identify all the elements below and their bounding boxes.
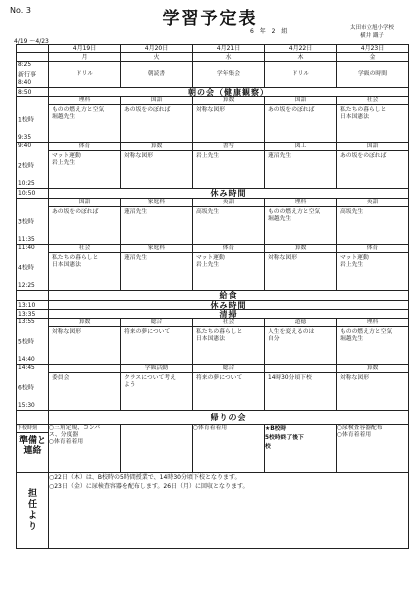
subject-label: 図工 (265, 143, 336, 151)
seiso-row (17, 310, 409, 319)
date-cell: 4月21日 (193, 45, 265, 53)
subject-label: 理科 (265, 199, 336, 207)
lesson-content: 蓮沼先生 (124, 255, 148, 261)
lesson-content: 将来の夢について (124, 329, 171, 335)
class-cell (49, 245, 121, 291)
time-cell (17, 97, 49, 143)
period-row (17, 365, 409, 411)
morning-activity: 学年集会 (193, 62, 265, 88)
schedule-table (16, 44, 409, 549)
class-cell (193, 199, 265, 245)
subject-label: 社会 (193, 319, 264, 327)
class-cell (265, 199, 337, 245)
period-row (17, 199, 409, 245)
time-cell (17, 143, 49, 189)
period-group (17, 319, 409, 411)
band-title: 帰りの会 (49, 411, 409, 425)
subject-label: 書写 (193, 143, 264, 151)
subject-label: 家庭科 (121, 245, 192, 253)
asa-no-kai-row (17, 88, 409, 97)
dismissal-label: 下校時刻 (17, 425, 48, 433)
subject-label: 社会 (337, 97, 408, 105)
yasumi-row (17, 189, 409, 199)
subject-label (49, 365, 120, 373)
teacher-name: 横井 鐵子 (360, 33, 384, 39)
subject-label: 社会 (49, 245, 120, 253)
date-cell: 4月20日 (121, 45, 193, 53)
junbi-label: 準備と連絡 (18, 436, 46, 456)
lesson-content: 対称な図形 (124, 153, 153, 159)
lesson-content: 人生を変えるのは 自分 (268, 329, 315, 342)
lesson-content: ものの燃え方と空気 堀越先生 (340, 329, 393, 342)
page-title: 学習予定表 (162, 9, 258, 29)
period-label: 3校時 (18, 218, 34, 225)
subject-label: 算数 (337, 365, 408, 373)
lesson-content: 対称な図形 (196, 107, 225, 113)
date-range: 4/19 〜4/23 (14, 38, 49, 45)
class-cell (193, 365, 265, 411)
weekday-cell: 水 (193, 53, 265, 62)
lesson-content: 蓮沼先生 (268, 153, 292, 159)
class-cell (49, 143, 121, 189)
period-row (17, 143, 409, 189)
period-label: 6校時 (18, 384, 34, 391)
class-label: 6 年 2 組 (250, 28, 290, 35)
class-cell (337, 245, 409, 291)
start-time: 14:45 (18, 365, 35, 371)
period-label: 5校時 (18, 338, 34, 345)
class-cell (121, 143, 193, 189)
junbi-cell (121, 425, 193, 473)
band-time (17, 411, 49, 425)
time-cell (17, 319, 49, 365)
lesson-content: あの坂をのぼれば (268, 107, 315, 113)
lesson-content: 対称な図形 (52, 329, 81, 335)
lesson-content: 14時30分頃下校 (268, 375, 312, 381)
band-time (17, 291, 49, 301)
lesson-content: ものの燃え方と空気 堀越先生 (268, 209, 321, 222)
period-group (17, 199, 409, 291)
band-title: 休み時間 (49, 301, 409, 310)
lesson-content: ものの燃え方と空気 堀越先生 (52, 107, 105, 120)
weekday-cell: 火 (121, 53, 193, 62)
lesson-content: あの坂をのぼれば (124, 107, 171, 113)
weekday-row (17, 53, 409, 62)
subject-label: 英語 (193, 199, 264, 207)
school-info (332, 24, 412, 40)
band-time: 13:10 (17, 301, 49, 310)
lesson-content: クラスについて考え よう (124, 375, 176, 388)
class-cell (49, 199, 121, 245)
class-cell (49, 319, 121, 365)
yasumi-row (17, 301, 409, 310)
period-row (17, 97, 409, 143)
band-time: 8:50 (17, 88, 49, 97)
period-row (17, 245, 409, 291)
class-cell (337, 365, 409, 411)
kyushoku-row (17, 291, 409, 301)
class-cell (337, 199, 409, 245)
period-label: 新行事 (18, 71, 37, 78)
lesson-content: マット運動 岩上先生 (340, 255, 369, 268)
lesson-content: あの坂をのぼれば (340, 153, 387, 159)
class-cell (49, 365, 121, 411)
lesson-content: あの坂をのぼれば (52, 209, 99, 215)
subject-label: 体育 (337, 245, 408, 253)
tannin-line: ○22日（木）は、B校時の5時間授業で、14時30分頃下校となります。 (49, 474, 241, 481)
lesson-content: マット運動 岩上先生 (196, 255, 225, 268)
class-cell (337, 97, 409, 143)
tannin-message (49, 473, 409, 549)
end-time: 10:25 (18, 181, 35, 187)
school-name: 太田市立旭小学校 (349, 25, 394, 31)
class-cell (265, 319, 337, 365)
subject-label: 国語 (337, 143, 408, 151)
lesson-content: 私たちの暮らしと 日本国憲法 (340, 107, 387, 120)
class-cell (193, 97, 265, 143)
subject-label: 国語 (121, 97, 192, 105)
junbi-cell: ○三角定規、コンパ ス、分度器 ○体育着着用 (49, 425, 121, 473)
weekday-cell: 木 (265, 53, 337, 62)
start-time: 9:40 (18, 143, 32, 149)
subject-label: 国語 (49, 199, 120, 207)
lesson-content: 高坂先生 (196, 209, 220, 215)
end-time: 11:35 (18, 237, 35, 243)
time-cell (17, 62, 49, 88)
band-title: 給食 (49, 291, 409, 301)
end-time: 15:30 (18, 403, 35, 409)
subject-label: 体育 (193, 245, 264, 253)
start-time: 11:40 (18, 245, 35, 251)
date-cell: 4月19日 (49, 45, 121, 53)
subject-label: 体育 (49, 143, 120, 151)
lesson-content: マット運動 岩上先生 (52, 153, 81, 166)
start-time: 13:55 (18, 319, 35, 325)
morning-activity: ドリル (265, 62, 337, 88)
tannin-line: ○23日（金）に尿検査容器を配布します。26日（月）に回収となります。 (49, 483, 249, 490)
class-cell (193, 319, 265, 365)
junbi-cell-highlight: ★B校時 5校時終了後下 校 (265, 425, 337, 473)
tannin-label: 担任より (17, 473, 49, 549)
class-cell (265, 143, 337, 189)
class-cell (121, 319, 193, 365)
morning-activity: 学級の時間 (337, 62, 409, 88)
lesson-content: 高坂先生 (340, 209, 364, 215)
class-cell (265, 365, 337, 411)
period-label: 1校時 (18, 116, 34, 123)
class-cell (193, 143, 265, 189)
class-cell (121, 365, 193, 411)
band-title: 朝の会（健康観察） (49, 88, 409, 97)
lesson-content: 委員会 (52, 375, 70, 381)
start-time: 8:25 (18, 62, 32, 68)
subject-label: 算数 (49, 319, 120, 327)
morning-activity: ドリル (49, 62, 121, 88)
subject-label: 学級活動 (121, 365, 192, 373)
time-cell (17, 365, 49, 411)
band-title: 休み時間 (49, 189, 409, 199)
end-time: 9:35 (18, 135, 32, 141)
date-row (17, 45, 409, 53)
band-time: 13:35 (17, 310, 49, 319)
class-cell (49, 97, 121, 143)
subject-label: 国語 (265, 97, 336, 105)
subject-label (265, 365, 336, 373)
morning-row (17, 62, 409, 88)
lesson-content: 岩上先生 (196, 153, 220, 159)
lesson-content: 将来の夢について (196, 375, 243, 381)
date-cell: 4月22日 (265, 45, 337, 53)
class-cell (193, 245, 265, 291)
subject-label: 英語 (337, 199, 408, 207)
subject-label: 家庭科 (121, 199, 192, 207)
period-group (17, 97, 409, 189)
end-time: 12:25 (18, 283, 35, 289)
class-cell (265, 97, 337, 143)
lesson-content: 対称な図形 (340, 375, 369, 381)
class-cell (121, 199, 193, 245)
subject-label: 理科 (49, 97, 120, 105)
lesson-content: 蓮沼先生 (124, 209, 148, 215)
band-time: 10:50 (17, 189, 49, 199)
date-cell: 4月23日 (337, 45, 409, 53)
tannin-row (17, 473, 409, 549)
class-cell (337, 143, 409, 189)
time-cell (17, 199, 49, 245)
weekday-cell: 金 (337, 53, 409, 62)
band-title: 清掃 (49, 310, 409, 319)
class-cell (121, 97, 193, 143)
kaeri-row (17, 411, 409, 425)
lesson-content: 私たちの暮らしと 日本国憲法 (52, 255, 99, 268)
class-cell (121, 245, 193, 291)
subject-label: 算数 (121, 143, 192, 151)
subject-label: 総合 (193, 365, 264, 373)
morning-activity: 朝読書 (121, 62, 193, 88)
corner-cell (17, 53, 49, 62)
junbi-cell: ○尿検査容器配布 ○体育着着用 (337, 425, 409, 473)
period-row (17, 319, 409, 365)
class-cell (265, 245, 337, 291)
subject-label: 算数 (193, 97, 264, 105)
subject-label: 総合 (121, 319, 192, 327)
time-cell (17, 245, 49, 291)
subject-label: 理科 (337, 319, 408, 327)
lesson-content: 対称な図形 (268, 255, 297, 261)
sheet-number: No. 3 (10, 6, 31, 15)
period-label: 4校時 (18, 264, 34, 271)
period-label: 2校時 (18, 162, 34, 169)
subject-label: 算数 (265, 245, 336, 253)
weekday-cell: 月 (49, 53, 121, 62)
junbi-label-cell (17, 425, 49, 473)
junbi-row (17, 425, 409, 473)
junbi-cell: ○体育着着用 (193, 425, 265, 473)
lesson-content: 私たちの暮らしと 日本国憲法 (196, 329, 243, 342)
corner-cell (17, 45, 49, 53)
class-cell (337, 319, 409, 365)
subject-label: 道徳 (265, 319, 336, 327)
end-time: 8:40 (18, 80, 32, 86)
end-time: 14:40 (18, 357, 35, 363)
